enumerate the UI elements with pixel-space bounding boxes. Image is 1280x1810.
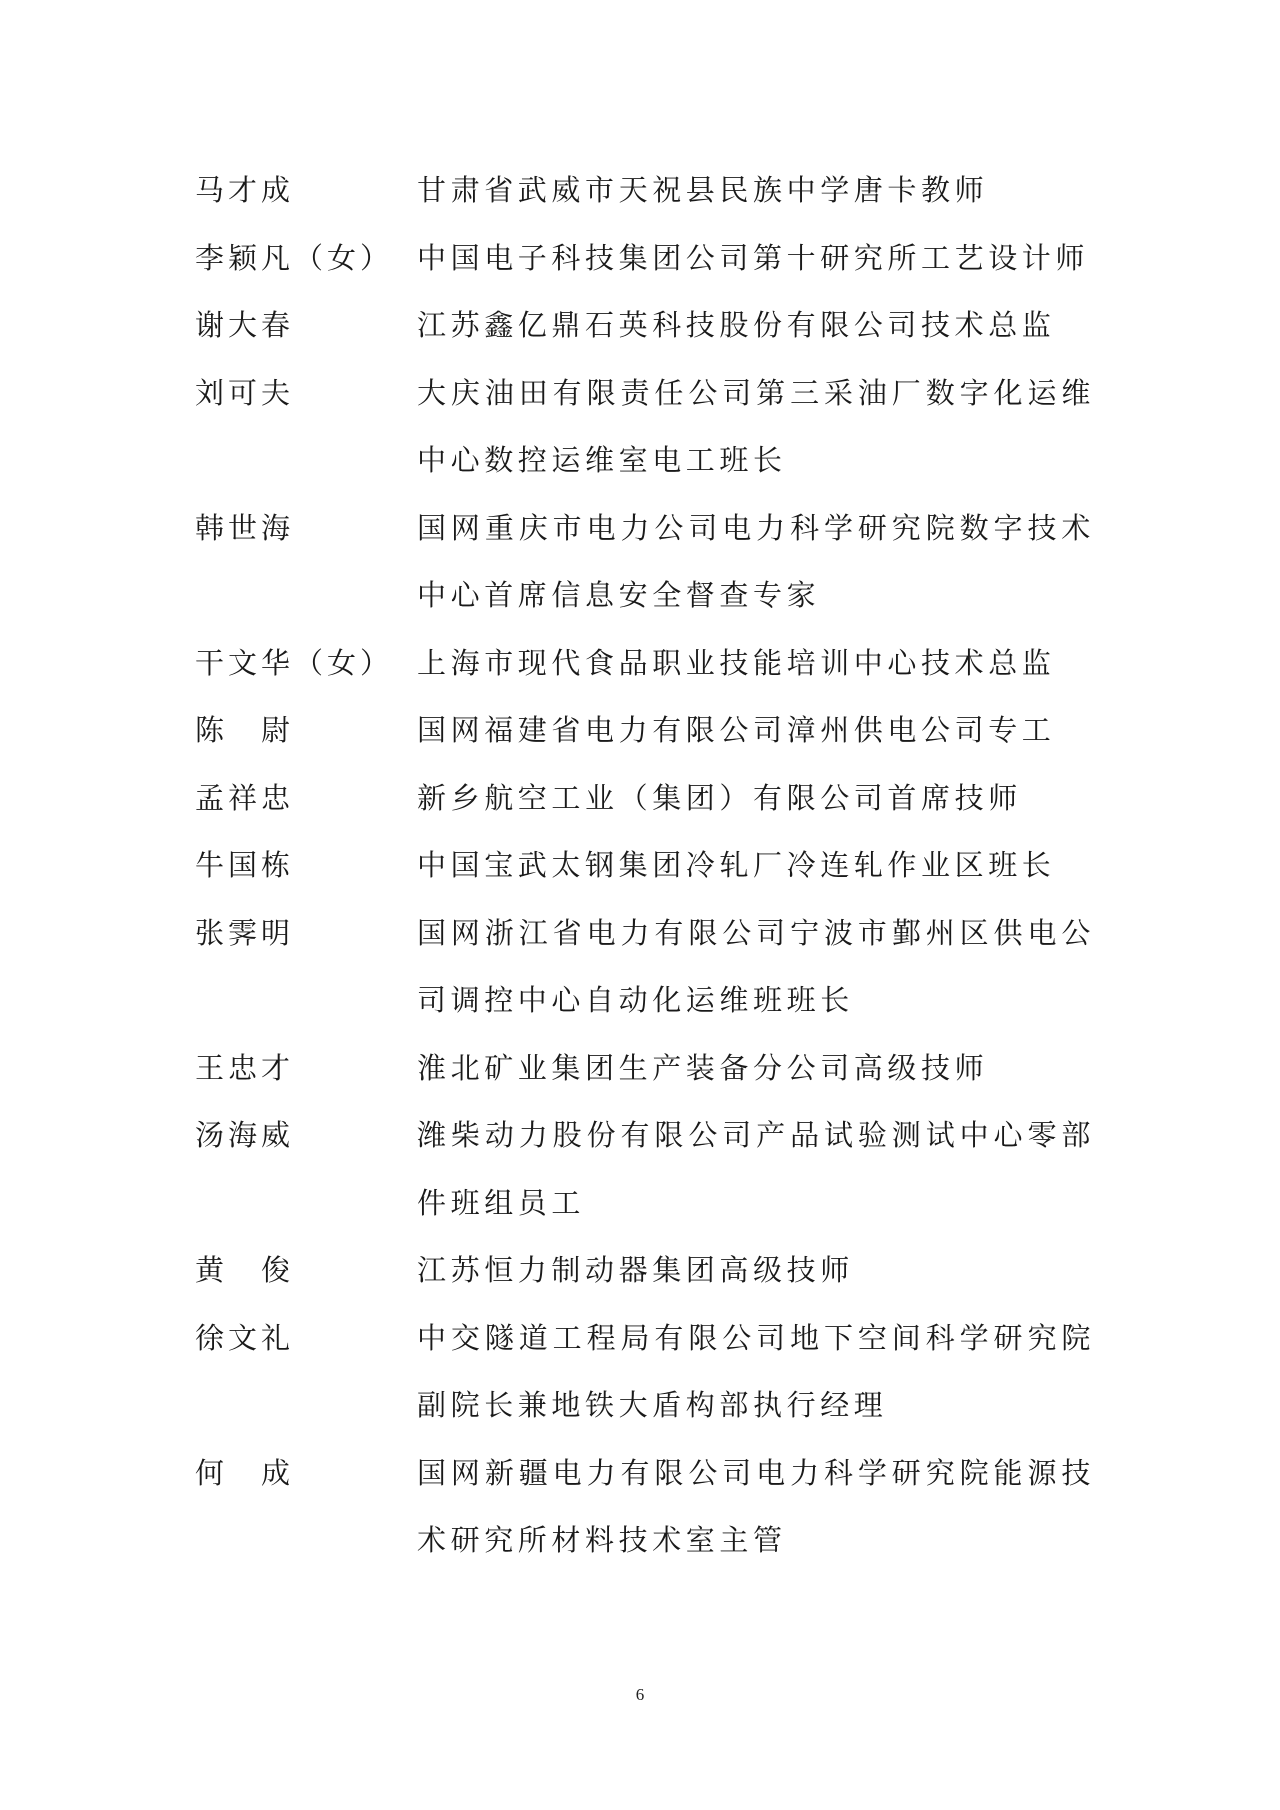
- person-name: 汤海威: [195, 1118, 295, 1152]
- list-item: [195, 1035, 1095, 1103]
- person-name: 韩世海: [195, 510, 295, 545]
- list-item: [195, 697, 1095, 765]
- person-name: 黄 俊: [195, 1253, 295, 1287]
- list-item: [195, 360, 1095, 495]
- list-item: [195, 1305, 1095, 1440]
- person-affiliation: 国网浙江省电力有限公司宁波市鄞州区供电公司调控中心自动化运维班班长: [417, 915, 1095, 1017]
- list-item: [195, 765, 1095, 833]
- list-item: [195, 1440, 1095, 1575]
- person-affiliation: 甘肃省武威市天祝县民族中学唐卡教师: [417, 173, 989, 207]
- person-name: 王忠才: [195, 1050, 295, 1085]
- person-affiliation: 潍柴动力股份有限公司产品试验测试中心零部件班组员工: [417, 1118, 1095, 1220]
- person-affiliation: 中国电子科技集团公司第十研究所工艺设计师: [417, 240, 1090, 275]
- person-affiliation: 中国宝武太钢集团冷轧厂冷连轧作业区班长: [417, 848, 1056, 882]
- person-name: 马才成: [195, 173, 295, 207]
- person-affiliation: 国网福建省电力有限公司漳州供电公司专工: [417, 713, 1056, 747]
- person-affiliation: 江苏鑫亿鼎石英科技股份有限公司技术总监: [417, 308, 1056, 342]
- person-affiliation: 国网重庆市电力公司电力科学研究院数字技术中心首席信息安全督查专家: [417, 510, 1095, 612]
- person-affiliation: 上海市现代食品职业技能培训中心技术总监: [417, 645, 1056, 680]
- honoree-list: [195, 157, 1095, 1575]
- list-item: [195, 157, 1095, 225]
- person-affiliation: 大庆油田有限责任公司第三采油厂数字化运维中心数控运维室电工班长: [417, 375, 1095, 477]
- person-name: 张霁明: [195, 915, 295, 950]
- person-name: 干文华（女）: [195, 645, 394, 680]
- person-affiliation: 淮北矿业集团生产装备分公司高级技师: [417, 1050, 989, 1085]
- person-name: 谢大春: [195, 308, 295, 342]
- person-affiliation: 江苏恒力制动器集团高级技师: [417, 1253, 854, 1287]
- list-item: [195, 292, 1095, 360]
- person-name: 牛国栋: [195, 848, 295, 882]
- person-name: 陈 尉: [195, 713, 295, 747]
- list-item: [195, 1237, 1095, 1305]
- person-affiliation: 国网新疆电力有限公司电力科学研究院能源技术研究所材料技术室主管: [417, 1455, 1095, 1557]
- list-item: [195, 225, 1095, 293]
- person-name: 李颖凡（女）: [195, 240, 394, 275]
- person-affiliation: 新乡航空工业（集团）有限公司首席技师: [417, 780, 1022, 815]
- person-name: 孟祥忠: [195, 780, 295, 815]
- person-name: 何 成: [195, 1455, 295, 1490]
- list-item: [195, 900, 1095, 1035]
- list-item: [195, 630, 1095, 698]
- page-number: 6: [635, 1685, 645, 1704]
- list-item: [195, 495, 1095, 630]
- list-item: [195, 832, 1095, 900]
- person-name: 刘可夫: [195, 375, 295, 410]
- list-item: [195, 1102, 1095, 1237]
- person-affiliation: 中交隧道工程局有限公司地下空间科学研究院副院长兼地铁大盾构部执行经理: [417, 1320, 1095, 1422]
- person-name: 徐文礼: [195, 1320, 295, 1355]
